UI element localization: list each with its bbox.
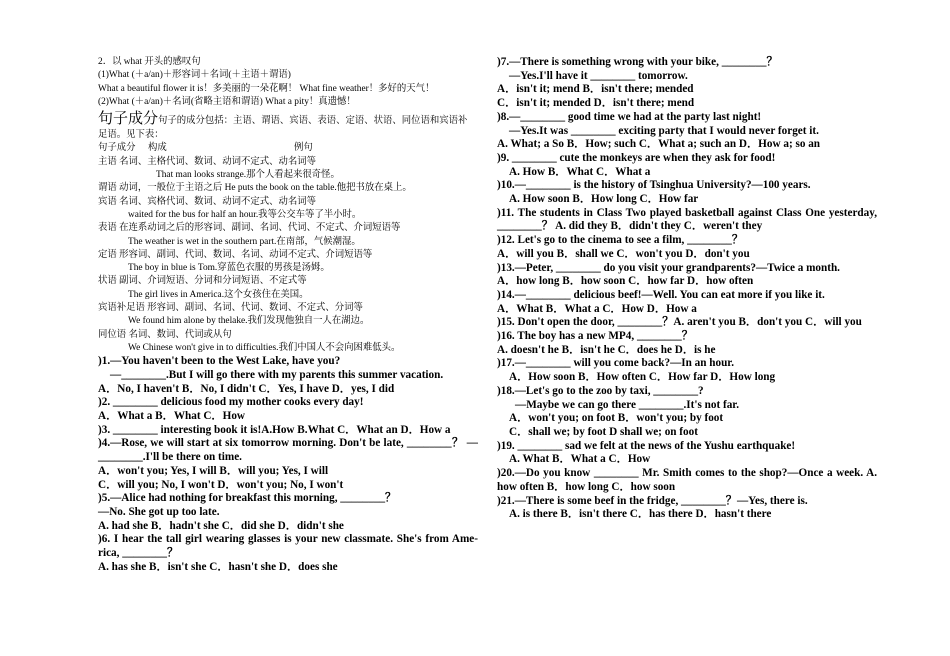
- question-18-reply: —Maybe we can go there ________.It's not far.: [515, 398, 740, 411]
- question-1-reply: —________.But I will go there with my parents this summer vacation.: [110, 368, 444, 381]
- row-object: 宾语 名词、宾格代词、数词、动词不定式、动名词等: [98, 196, 316, 207]
- question-21: )21.—There is some beef in the fridge, ________？—Yes, there is.: [497, 494, 808, 507]
- row-adverbial-example: The girl lives in America.这个女孩住在美国。: [128, 289, 309, 300]
- question-7-options-a: A．isn't it; mend B．isn't there; mended: [497, 83, 694, 96]
- question-8-options: A. What; a So B．How; such C．What a; such an D．How a; so an: [497, 138, 821, 151]
- question-1-options: A．No, I haven't B．No, I didn't C．Yes, I have D．yes, I did: [98, 382, 395, 395]
- question-21-options: A. is there B．isn't there C．has there D．hasn't there: [509, 508, 772, 521]
- question-8: )8.—________ good time we had at the party last night!: [497, 110, 762, 123]
- question-5-options: A. had she B．hadn't she C．did she D．didn't she: [98, 519, 344, 532]
- col-example: 例句: [294, 143, 313, 154]
- row-predicate: 谓语 动词，一般位于主语之后 He puts the book on the table.他把书放在桌上。: [98, 183, 412, 194]
- row-appositive-example: We Chinese won't give in to difficulties.我们中国人不会向困难低头。: [128, 342, 401, 353]
- question-12: )12. Let's go to the cinema to see a film, ________？: [497, 234, 744, 247]
- question-10: )10.—________ is the history of Tsinghua University?—100 years.: [497, 179, 811, 192]
- question-17-options: A．How soon B．How often C．How far D．How long: [509, 371, 776, 384]
- question-18-options-a: A．won't you; on foot B．won't you; by foot: [509, 412, 724, 425]
- question-16: )16. The boy has a new MP4, ________？: [497, 330, 693, 343]
- right-column: [497, 56, 877, 522]
- rule-1: (1)What (＋a/an)＋形容词＋名词(＋主语＋谓语): [98, 70, 291, 81]
- question-15: )15. Don't open the door, ________？A. aren't you B．don't you C．will you: [497, 316, 862, 329]
- question-4-options-b: C．will you; No, I won't D．won't you; No, I won't: [98, 478, 344, 491]
- question-14: )14.—________ delicious beef!—Well. You can eat more if you like it.: [497, 288, 825, 301]
- question-16-options: A. doesn't he B．isn't he C．does he D．is he: [497, 343, 716, 356]
- question-14-options: A．What B．What a C．How D．How a: [497, 302, 697, 315]
- question-19-options: A. What B．What a C．How: [509, 453, 651, 466]
- question-7: )7.—There is something wrong with your bike, ________？: [497, 56, 778, 68]
- question-3: )3. ________ interesting book it is!A.How B.What C．What an D．How a: [98, 423, 451, 436]
- question-17: )17.—________ will you come back?—In an hour.: [497, 357, 735, 370]
- question-6: )6. I hear the tall girl wearing glasses is your new classmate. She's from Ame-rica, ________？: [98, 533, 478, 560]
- table-header: [98, 142, 478, 155]
- question-2-options: A．What a B．What C．How: [98, 410, 245, 423]
- question-8-reply: —Yes.It was ________ exciting party that I would never forget it.: [509, 124, 819, 137]
- rule-1-example: What a beautiful flower it is！多美丽的一朵花啊！ What fine weather！多好的天气！: [98, 83, 435, 94]
- row-attribute: 定语 形容词、副词、代词、数词、名词、动词不定式、介词短语等: [98, 249, 373, 260]
- row-predicative: 表语 在连系动词之后的形容词、副词、名词、代词、不定式、介词短语等: [98, 223, 401, 234]
- grammar-intro: 句子的成分包括：主语、谓语、宾语、表语、定语、状语、同位语和宾语补: [158, 116, 468, 127]
- row-complement-example: We found him alone by thelake.我们发现他独自一人在湖边。: [128, 316, 370, 327]
- row-predicative-example: The weather is wet in the southern part.在南部，气候潮湿。: [128, 236, 361, 247]
- col-form: 构成: [148, 143, 167, 154]
- question-4: )4.—Rose, we will start at six tomorrow morning. Don't be late, ________？ —________.I'll be there on time.: [98, 437, 478, 464]
- question-7-options-b: C．isn't it; mended D．isn't there; mend: [497, 97, 695, 110]
- left-column: [98, 56, 478, 574]
- question-4-options-a: A．won't you; Yes, I will B．will you; Yes, I will: [98, 464, 329, 477]
- question-5: )5.—Alice had nothing for breakfast this morning, ________？: [98, 492, 397, 505]
- question-13-options: A．how long B．how soon C．how far D．how often: [497, 275, 754, 288]
- row-attribute-example: The boy in blue is Tom.穿蓝色衣服的男孩是汤姆。: [128, 263, 330, 274]
- section-title: 2．以 what 开头的感叹句: [98, 57, 201, 67]
- col-part: 句子成分: [98, 143, 136, 154]
- rule-2: (2)What (＋a/an)＋名词(省略主语和谓语) What a pity！真遗憾！: [98, 96, 356, 107]
- row-complement: 宾语补足语 形容词、副词、名词、代词、数词、不定式、分词等: [98, 303, 363, 314]
- question-7-reply: —Yes.I'll have it ________ tomorrow.: [509, 69, 688, 82]
- row-subject-example: That man looks strange.那个人看起来很奇怪。: [156, 170, 340, 181]
- question-18: )18.—Let's go to the zoo by taxi, ________?: [497, 384, 704, 397]
- grammar-table: [98, 156, 478, 355]
- row-subject: 主语 名词、主格代词、数词、动词不定式、动名词等: [98, 156, 316, 167]
- question-12-options: A．will you B．shall we C．won't you D．don't you: [497, 247, 750, 260]
- row-object-example: waited for the bus for half an hour.我等公交车等了半小时。: [128, 209, 362, 220]
- grammar-intro-2: 足语。见下表：: [98, 130, 164, 141]
- question-9: )9. ________ cute the monkeys are when they ask for food!: [497, 151, 776, 164]
- question-20: )20.—Do you know ________ Mr. Smith comes to the shop?—Once a week. A. how often B．how long C．how soon: [497, 467, 877, 493]
- grammar-title: 句子成分: [98, 111, 159, 128]
- question-10-options: A. How soon B．How long C．How far: [509, 193, 699, 206]
- row-adverbial: 状语 副词、介词短语、分词和分词短语、不定式等: [98, 276, 307, 287]
- grammar-heading: [98, 109, 478, 129]
- question-18-options-b: C．shall we; by foot D shall we; on foot: [509, 425, 698, 438]
- question-19: )19. ________ sad we felt at the news of the Yushu earthquake!: [497, 439, 796, 452]
- question-2: )2. ________ delicious food my mother cooks every day!: [98, 396, 364, 409]
- question-6-options: A. has she B．isn't she C．hasn't she D．does she: [98, 560, 338, 573]
- question-1: )1.—You haven't been to the West Lake, have you?: [98, 355, 341, 368]
- question-9-options: A. How B．What C．What a: [509, 165, 651, 178]
- question-5-reply: —No. She got up too late.: [98, 505, 220, 518]
- question-13: )13.—Peter, ________ do you visit your grandparents?—Twice a month.: [497, 261, 840, 274]
- questions-left: [98, 355, 478, 574]
- exclamation-section: [98, 56, 478, 109]
- question-11: )11. The students in Class Two played basketball against Class One yesterday, ________？ A. did they B．didn't they C．weren't they: [497, 206, 877, 233]
- row-appositive: 同位语 名词、数词、代词或从句: [98, 329, 232, 340]
